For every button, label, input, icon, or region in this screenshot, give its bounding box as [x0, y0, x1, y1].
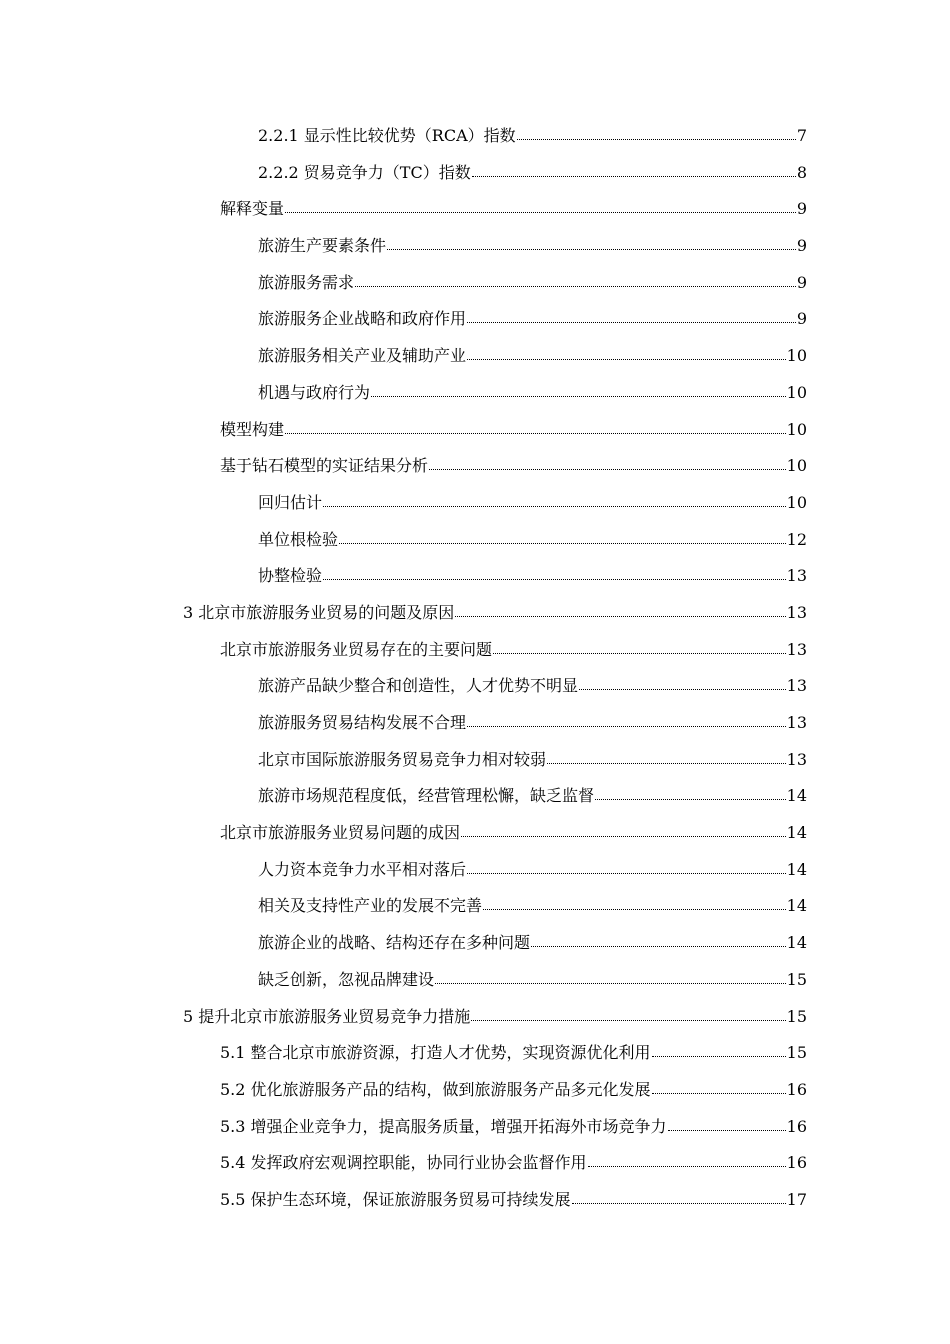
toc-entry-page-number: 13 [786, 713, 807, 732]
toc-entry-title: 单位根检验 [258, 529, 339, 549]
toc-dot-leader [435, 983, 786, 984]
toc-entry-page-number: 9 [796, 309, 807, 329]
toc-entry[interactable] [0, 1145, 950, 1182]
toc-dot-leader [531, 946, 786, 947]
toc-entry-page-number: 13 [786, 749, 807, 769]
toc-entry-title: 相关及支持性产业的发展不完善 [258, 896, 483, 916]
toc-entry-page-number: 14 [786, 786, 807, 806]
toc-entry[interactable] [0, 375, 950, 412]
toc-entry-title: 模型构建 [220, 419, 285, 439]
toc-entry[interactable] [0, 118, 950, 155]
toc-entry[interactable] [0, 485, 950, 522]
toc-entry-page-number: 13 [786, 639, 807, 659]
toc-entry-title: 基于钻石模型的实证结果分析 [220, 456, 429, 476]
toc-dot-leader [483, 909, 786, 910]
toc-dot-leader [517, 139, 796, 140]
toc-entry-page-number: 7 [796, 126, 807, 145]
toc-entry-title: 解释变量 [220, 199, 285, 219]
toc-dot-leader [355, 286, 796, 287]
table-of-contents [0, 118, 950, 1219]
toc-dot-leader [323, 506, 786, 507]
toc-dot-leader [455, 616, 785, 617]
toc-entry-page-number: 9 [796, 199, 807, 219]
toc-entry[interactable] [0, 888, 950, 925]
toc-entry[interactable] [0, 155, 950, 192]
toc-dot-leader [323, 579, 786, 580]
toc-entry[interactable] [0, 191, 950, 228]
toc-entry[interactable] [0, 448, 950, 485]
toc-entry[interactable] [0, 999, 950, 1036]
toc-entry-page-number: 14 [786, 933, 807, 953]
toc-dot-leader [471, 1020, 785, 1021]
toc-entry-page-number: 14 [786, 896, 807, 916]
toc-dot-leader [285, 212, 796, 213]
toc-dot-leader [588, 1166, 786, 1167]
toc-entry-title: 旅游服务贸易结构发展不合理 [258, 713, 467, 732]
toc-entry-title: 旅游企业的战略、结构还存在多种问题 [258, 933, 531, 953]
toc-dot-leader [371, 396, 786, 397]
toc-dot-leader [461, 836, 786, 837]
toc-entry-page-number: 13 [786, 676, 807, 696]
toc-entry[interactable] [0, 925, 950, 962]
toc-dot-leader [652, 1093, 786, 1094]
toc-dot-leader [467, 322, 796, 323]
toc-entry[interactable] [0, 558, 950, 595]
toc-dot-leader [472, 176, 796, 177]
toc-entry-page-number: 15 [786, 1006, 807, 1026]
toc-entry[interactable] [0, 1072, 950, 1109]
toc-entry[interactable] [0, 338, 950, 375]
toc-entry-title: 旅游服务企业战略和政府作用 [258, 309, 467, 329]
toc-entry-page-number: 10 [786, 382, 807, 402]
toc-entry-page-number: 14 [786, 859, 807, 879]
toc-entry[interactable] [0, 1182, 950, 1219]
toc-entry[interactable] [0, 1035, 950, 1072]
toc-dot-leader [493, 653, 786, 654]
toc-entry[interactable] [0, 962, 950, 999]
toc-dot-leader [387, 249, 796, 250]
toc-dot-leader [579, 689, 786, 690]
toc-entry-title: 机遇与政府行为 [258, 382, 371, 402]
toc-dot-leader [339, 543, 786, 544]
toc-entry-title: 2.2.2 贸易竞争力（TC）指数 [258, 162, 471, 182]
toc-dot-leader [429, 469, 786, 470]
toc-entry[interactable] [0, 668, 950, 705]
toc-entry[interactable] [0, 705, 950, 742]
toc-entry-title: 回归估计 [258, 492, 323, 512]
toc-entry-title: 北京市国际旅游服务贸易竞争力相对较弱 [258, 749, 547, 769]
toc-entry-title: 旅游产品缺少整合和创造性，人才优势不明显 [258, 676, 579, 696]
toc-entry-title: 5.1 整合北京市旅游资源，打造人才优势，实现资源优化利用 [220, 1043, 651, 1063]
toc-entry-page-number: 13 [786, 602, 807, 622]
toc-entry-page-number: 9 [796, 236, 807, 256]
toc-entry[interactable] [0, 595, 950, 632]
toc-entry-page-number: 16 [786, 1116, 807, 1136]
toc-entry-page-number: 16 [786, 1079, 807, 1099]
toc-entry[interactable] [0, 852, 950, 889]
toc-entry-title: 旅游服务相关产业及辅助产业 [258, 346, 467, 366]
toc-entry-title: 5.3 增强企业竞争力，提高服务质量，增强开拓海外市场竞争力 [220, 1116, 667, 1136]
toc-entry-page-number: 13 [786, 566, 807, 586]
toc-dot-leader [652, 1056, 786, 1057]
toc-entry[interactable] [0, 632, 950, 669]
toc-entry-title: 5.2 优化旅游服务产品的结构，做到旅游服务产品多元化发展 [220, 1079, 651, 1099]
toc-dot-leader [467, 873, 786, 874]
toc-entry-title: 2.2.1 显示性比较优势（RCA）指数 [258, 126, 516, 145]
toc-entry-title: 旅游生产要素条件 [258, 236, 387, 256]
toc-entry-title: 北京市旅游服务业贸易问题的成因 [220, 823, 461, 843]
toc-dot-leader [547, 763, 786, 764]
toc-entry-title: 5 提升北京市旅游服务业贸易竞争力措施 [183, 1006, 471, 1026]
toc-entry[interactable] [0, 778, 950, 815]
toc-entry-title: 缺乏创新，忽视品牌建设 [258, 969, 435, 989]
toc-entry-page-number: 15 [786, 1043, 807, 1063]
toc-entry-page-number: 15 [786, 969, 807, 989]
toc-entry-title: 5.4 发挥政府宏观调控职能，协同行业协会监督作用 [220, 1153, 587, 1173]
toc-entry-title: 人力资本竞争力水平相对落后 [258, 859, 467, 879]
toc-entry[interactable] [0, 815, 950, 852]
toc-entry-title: 北京市旅游服务业贸易存在的主要问题 [220, 639, 493, 659]
toc-dot-leader [467, 359, 786, 360]
toc-entry-page-number: 9 [796, 272, 807, 292]
toc-entry-title: 旅游市场规范程度低，经营管理松懈，缺乏监督 [258, 786, 595, 806]
toc-entry-title: 5.5 保护生态环境，保证旅游服务贸易可持续发展 [220, 1189, 571, 1209]
toc-entry-page-number: 8 [796, 162, 807, 182]
toc-entry[interactable] [0, 301, 950, 338]
toc-entry[interactable] [0, 1109, 950, 1146]
toc-entry-page-number: 10 [786, 419, 807, 439]
toc-dot-leader [285, 433, 786, 434]
toc-entry[interactable] [0, 522, 950, 559]
toc-entry[interactable] [0, 265, 950, 302]
toc-entry-page-number: 14 [786, 823, 807, 843]
toc-entry[interactable] [0, 742, 950, 779]
toc-entry-page-number: 10 [786, 346, 807, 366]
toc-entry-title: 旅游服务需求 [258, 272, 355, 292]
toc-dot-leader [572, 1203, 786, 1204]
toc-entry-title: 3 北京市旅游服务业贸易的问题及原因 [183, 602, 455, 622]
toc-dot-leader [595, 799, 786, 800]
toc-entry[interactable] [0, 228, 950, 265]
toc-entry-page-number: 16 [786, 1153, 807, 1173]
toc-entry-page-number: 10 [786, 492, 807, 512]
toc-entry-page-number: 10 [786, 456, 807, 476]
toc-entry-page-number: 12 [786, 529, 807, 549]
toc-entry-page-number: 17 [786, 1189, 807, 1209]
toc-entry-title: 协整检验 [258, 566, 323, 586]
toc-entry[interactable] [0, 412, 950, 449]
toc-dot-leader [467, 726, 786, 727]
toc-dot-leader [668, 1130, 786, 1131]
